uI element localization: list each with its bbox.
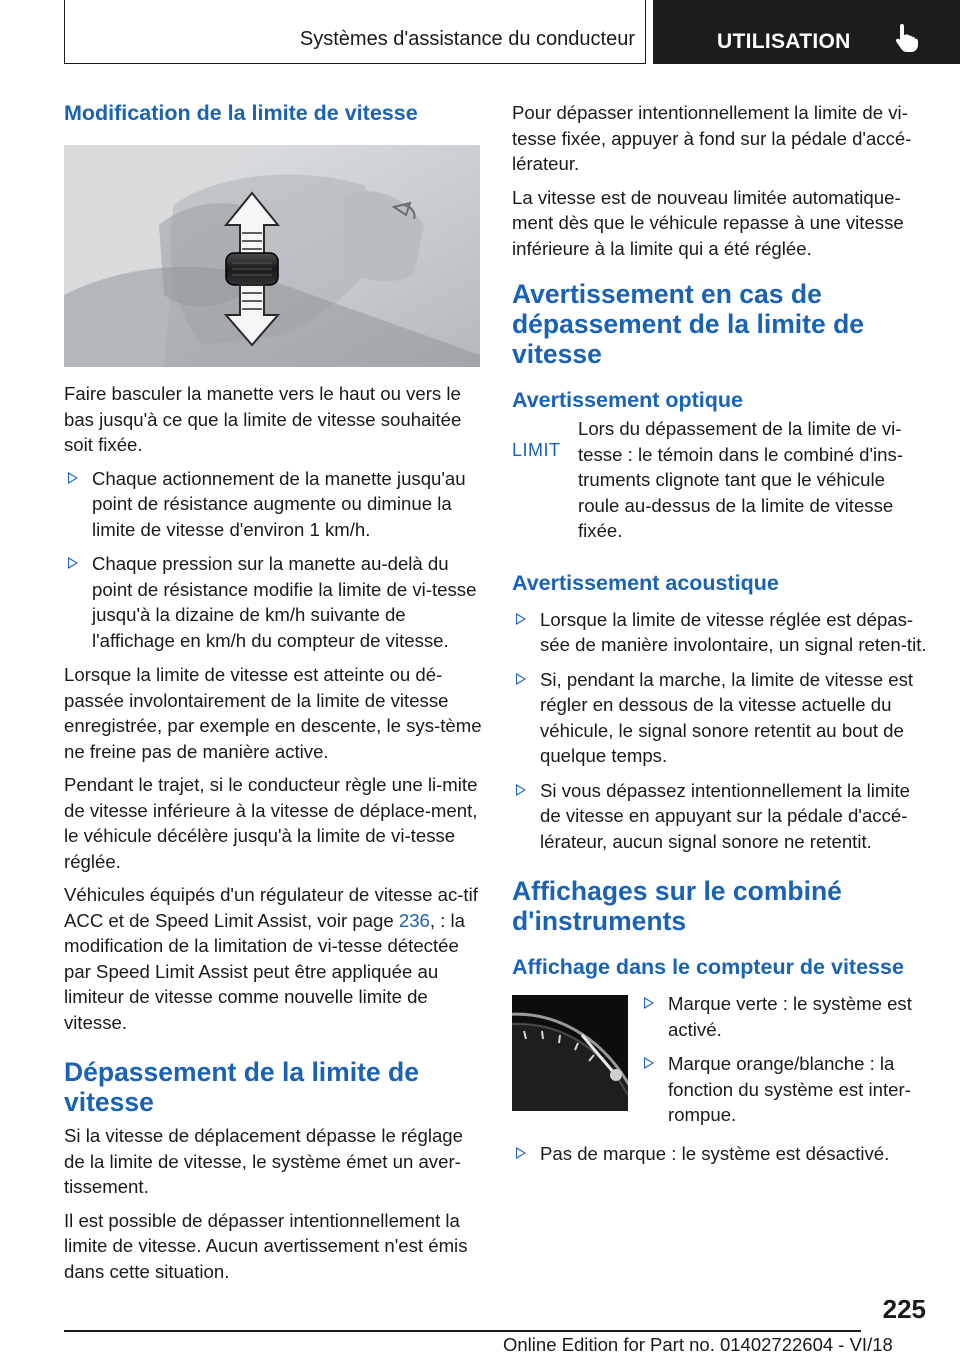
speedometer-photo bbox=[512, 995, 628, 1111]
list-item bbox=[64, 466, 482, 543]
triangle-bullet-icon bbox=[516, 613, 526, 625]
footer-divider bbox=[64, 1330, 861, 1332]
bullet-text: Si vous dépassez intentionnellement la limite de vitesse en appuyant sur la pédale d'accé-lérateur, aucun signal sonore ne retentit. bbox=[540, 779, 911, 852]
bullet-text: Si, pendant la marche, la limite de vitesse est régler en dessous de la vitesse actuelle du véhicule, le signal sonore retentit au bout de quelque temps. bbox=[540, 668, 914, 766]
triangle-bullet-icon bbox=[68, 472, 78, 484]
list-item bbox=[512, 1141, 928, 1167]
header-chapter-title: UTILISATION bbox=[717, 30, 851, 53]
speedometer-marks-list bbox=[640, 991, 928, 1137]
paragraph-rocker-instruction: Faire basculer la manette vers le haut ou vers le bas jusqu'à ce que la limite de vitesse souhaitée soit fixée. bbox=[64, 383, 462, 455]
list-item bbox=[512, 778, 928, 855]
heading-exceeding-limit: Dépassement de la limite de vitesse bbox=[64, 1057, 419, 1117]
bullet-text: Chaque actionnement de la manette jusqu'au point de résistance augmente ou diminue la limite de vitesse d'environ 1 km/h. bbox=[92, 467, 466, 540]
triangle-bullet-icon bbox=[644, 997, 654, 1009]
bullet-text: Marque orange/blanche : la fonction du système est inter-rompue. bbox=[668, 1053, 911, 1125]
heading-instrument-displays: Affichages sur le combiné d'instruments bbox=[512, 876, 842, 936]
paragraph-accelerator-kickdown: Pour dépasser intentionnellement la limite de vi-tesse fixée, appuyer à fond sur la pédale d'accé-lérateur. bbox=[512, 102, 912, 174]
paragraph-text: , : la modification de la limitation de vi-tesse détectée par Speed Limit Assist peut être appliquée au limiteur de vitesse comme nouvelle limite de vitesse. bbox=[64, 909, 466, 1033]
page-reference-link[interactable]: 236 bbox=[398, 909, 430, 931]
paragraph-no-active-braking: Lorsque la limite de vitesse est atteinte ou dé-passée involontairement de la limite de vitesse enregistrée, par exemple en descente, le sys-tème ne freine pas de manière active. bbox=[64, 664, 482, 762]
pointing-hand-icon bbox=[893, 22, 923, 54]
heading-warning-exceeding: Avertissement en cas de dépassement de la limite de vitesse bbox=[512, 279, 864, 369]
triangle-bullet-icon bbox=[644, 1057, 654, 1069]
footer-edition: Online Edition for Part no. 01402722604 - VI/18 bbox=[503, 1334, 893, 1355]
left-column bbox=[64, 100, 482, 1292]
triangle-bullet-icon bbox=[516, 673, 526, 685]
paragraph-text: Véhicules équipés d'un régulateur de vitesse ac-tif ACC et de Speed Limit Assist, voir page bbox=[64, 884, 478, 931]
paragraph-optical-warning bbox=[512, 416, 928, 544]
list-item bbox=[512, 607, 928, 658]
heading-speed-limit-change: Modification de la limite de vitesse bbox=[64, 101, 418, 125]
paragraph-text: Lors du dépassement de la limite de vi-tesse : le témoin dans le combiné d'ins-truments clignote tant que le véhicule roule au-dessus de la limite de vitesse fixée. bbox=[578, 418, 903, 541]
paragraph-deceleration: Pendant le trajet, si le conducteur règle une li-mite de vitesse inférieure à la vitesse de déplace-ment, le véhicule décélère jusqu'à la limite de vi-tesse réglée. bbox=[64, 774, 478, 872]
right-column bbox=[512, 100, 928, 1175]
heading-speedometer-display: Affichage dans le compteur de vitesse bbox=[512, 955, 904, 979]
heading-acoustic-warning: Avertissement acoustique bbox=[512, 570, 779, 595]
bullet-text: Pas de marque : le système est désactivé. bbox=[540, 1142, 890, 1164]
list-item bbox=[64, 551, 482, 653]
triangle-bullet-icon bbox=[516, 1147, 526, 1159]
header-section-title: Systèmes d'assistance du conducteur bbox=[299, 28, 635, 50]
optical-warning-block bbox=[512, 416, 928, 544]
bullet-text: Chaque pression sur la manette au-delà du point de résistance modifie la limite de vi-tesse jusqu'à la dizaine de km/h suivante de l'affichage en km/h du compteur de vitesse. bbox=[92, 553, 477, 651]
paragraph-intentional-exceed: Il est possible de dépasser intentionnellement la limite de vitesse. Aucun avertissement n'est émis dans cette situation. bbox=[64, 1209, 468, 1282]
list-item bbox=[512, 667, 928, 769]
header-chapter-box bbox=[653, 0, 960, 64]
limit-indicator-icon: LIMIT bbox=[512, 440, 561, 460]
triangle-bullet-icon bbox=[68, 557, 78, 569]
triangle-bullet-icon bbox=[516, 784, 526, 796]
bullet-text: Lorsque la limite de vitesse réglée est dépas-sée de manière involontaire, un signal reten-tit. bbox=[540, 608, 927, 655]
list-item bbox=[640, 1051, 928, 1128]
speedometer-block bbox=[512, 991, 928, 1137]
paragraph-acc-speed-limit-assist bbox=[64, 882, 482, 1035]
header-section-box bbox=[64, 0, 646, 64]
paragraph-automatic-limit: La vitesse est de nouveau limitée automatique-ment dès que le véhicule repasse à une vitesse inférieure à la limite qui a été réglée. bbox=[512, 186, 904, 259]
steering-wheel-photo bbox=[64, 145, 480, 367]
bullet-text: Marque verte : le système est activé. bbox=[668, 993, 912, 1040]
paragraph-warning-emitted: Si la vitesse de déplacement dépasse le réglage de la limite de vitesse, le système émet un aver-tissement. bbox=[64, 1125, 463, 1197]
heading-optical-warning: Avertissement optique bbox=[512, 388, 743, 412]
list-item bbox=[640, 991, 928, 1042]
page-number: 225 bbox=[882, 1294, 926, 1324]
